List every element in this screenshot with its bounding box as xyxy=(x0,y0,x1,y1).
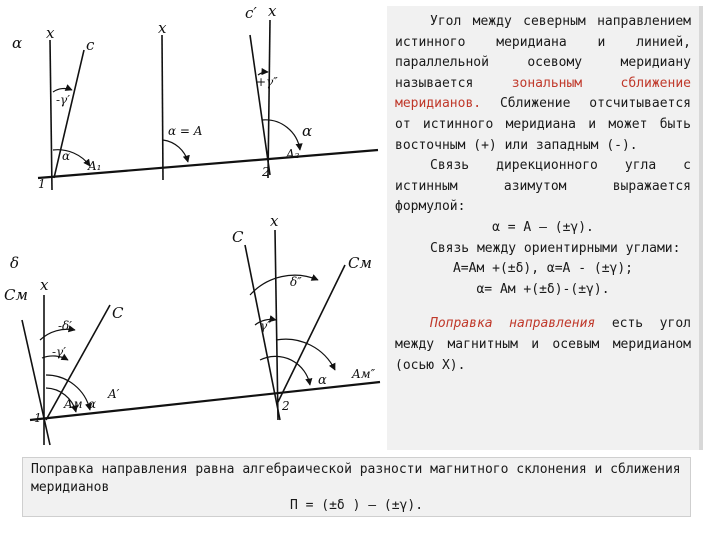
paragraph-orienting-angles: Связь между ориентирными углами: xyxy=(430,240,681,256)
top-right-c-line xyxy=(250,35,270,175)
top-center-x-axis xyxy=(162,35,163,180)
bl-minus-gamma-label: -γ′ xyxy=(52,345,66,359)
bl-point-label: 1 xyxy=(34,411,42,425)
br-delta-label: δ″ xyxy=(290,275,302,289)
tl-gamma-label: -γ′ xyxy=(56,93,70,107)
tr-x-label: x xyxy=(268,2,277,20)
tl-c-label: c xyxy=(86,36,95,54)
summary-text: Поправка направления равна алгебраической разности магнитного склонения и сближения меридианов xyxy=(31,462,681,495)
term-zonal-convergence: зональным сближение меридианов. xyxy=(395,75,691,112)
br-gamma-label: γ″ xyxy=(260,319,272,333)
bottom-right-cm-line xyxy=(278,265,345,402)
br-c-label: C xyxy=(232,228,244,246)
br-cm-label: Cм xyxy=(348,254,372,272)
bottom-left-cm-line xyxy=(22,320,50,445)
bl-x-label: x xyxy=(40,276,49,294)
br-point-label: 2 xyxy=(282,399,290,413)
bl-alpha-label: α xyxy=(88,397,97,411)
br-x-label: x xyxy=(270,212,279,230)
formula-alpha-magnetic: α= Ам +(±δ)-(±γ). xyxy=(476,281,610,297)
tl-point-label: 1 xyxy=(38,177,46,191)
tl-a1-label: A₁ xyxy=(88,159,102,173)
tr-c-label: c′ xyxy=(245,4,257,22)
tr-point-label: 2 xyxy=(262,165,270,179)
paragraph-convergence: Угол между северным направлением истинного меридиана и линией, параллельной осевому меридиану называется зональным сближение меридианов. Сближение отсчитывается от истинного меридиана и может быть восточным (+) или западным (-). xyxy=(395,14,691,153)
formula-azimuth: А=Ам +(±δ), α=А - (±γ); xyxy=(452,261,633,277)
top-left-x-axis xyxy=(50,40,52,190)
tl-x-label: x xyxy=(46,24,55,42)
tr-alpha-label: α xyxy=(302,122,313,140)
br-am-label: Aм″ xyxy=(352,367,376,381)
bl-c-label: C xyxy=(112,304,124,322)
tc-alpha-a-label: α = A xyxy=(168,124,203,138)
paragraph-relation: Связь дирекционного угла с истинным азимутом выражается формулой: xyxy=(395,158,691,215)
summary-formula: П = (±δ ) – (±γ). xyxy=(289,498,424,513)
bl-a-prime-label: A′ xyxy=(108,387,120,401)
paragraph-direction-correction: Поправка направления есть угол между магнитным и осевым меридианом (осью Х). xyxy=(395,316,691,373)
bl-delta-label: δ xyxy=(10,254,20,272)
tl-alpha-label: α xyxy=(12,34,23,52)
tl-alpha-small-label: α xyxy=(62,149,71,163)
term-direction-correction: Поправка направления xyxy=(430,316,596,332)
bl-am-label: Aм xyxy=(64,397,83,411)
meridian-convergence-diagram xyxy=(0,0,395,455)
tc-x-label: x xyxy=(158,19,167,37)
tr-gamma-label: +γ″ xyxy=(256,75,278,89)
br-alpha-label: α xyxy=(318,373,327,388)
tr-a2-label: A₂ xyxy=(286,147,300,161)
bl-cm-label: Cм xyxy=(4,286,28,304)
summary-box xyxy=(22,457,691,517)
formula-alpha: α = А – (±γ). xyxy=(492,219,594,235)
top-right-x-axis xyxy=(268,20,270,178)
explanation-panel xyxy=(387,6,703,450)
bottom-right-x-axis xyxy=(275,230,278,420)
bl-minus-delta-label: -δ′ xyxy=(58,319,73,333)
